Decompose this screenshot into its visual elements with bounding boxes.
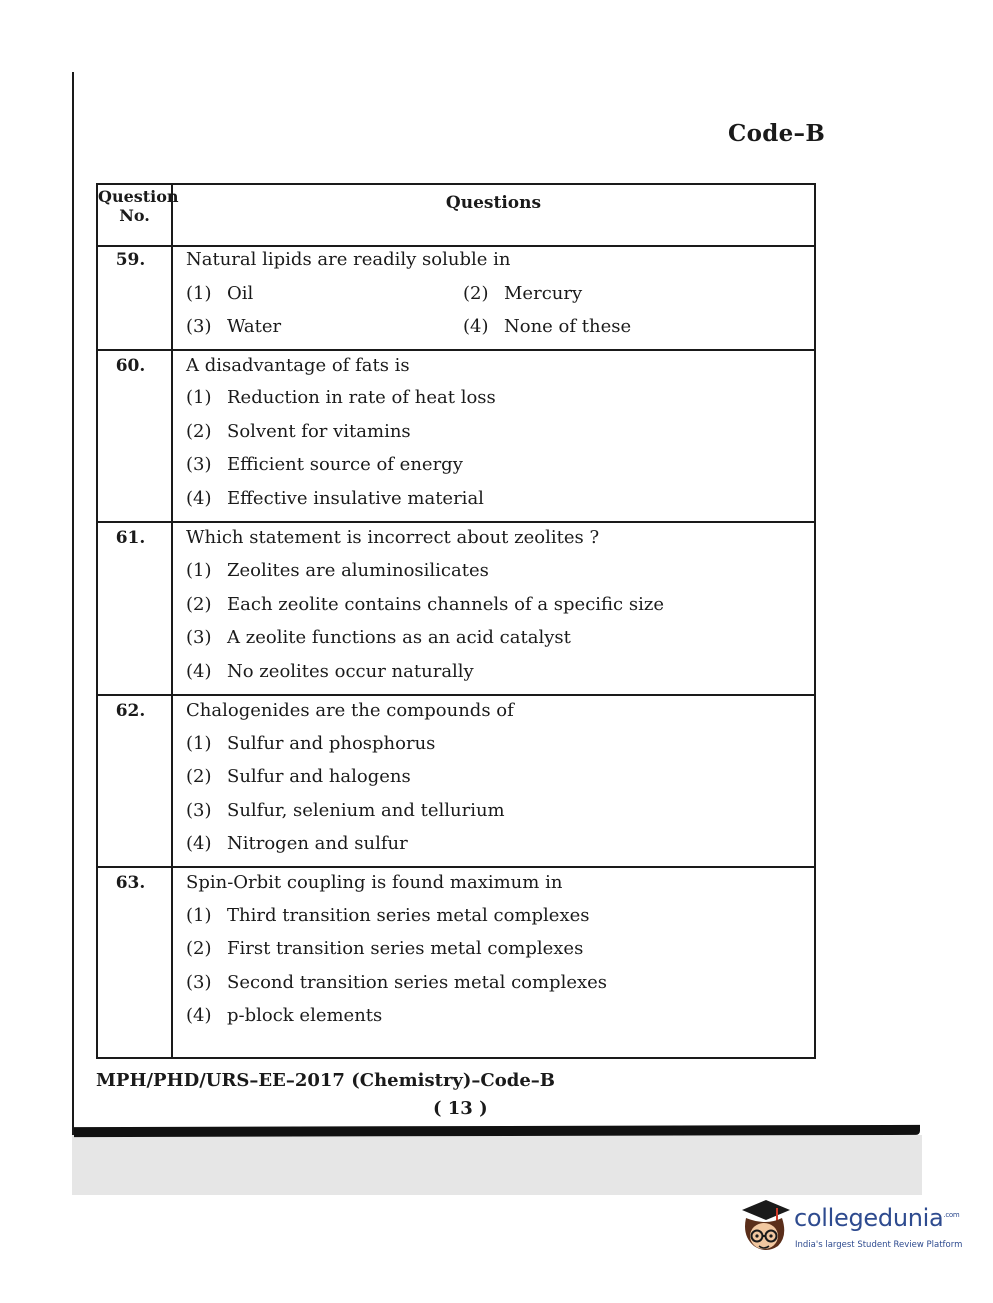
question-text: Natural lipids are readily soluble in <box>186 249 511 270</box>
option-number: (4) <box>186 488 212 509</box>
option-text: Reduction in rate of heat loss <box>227 387 496 408</box>
option-text: Mercury <box>504 283 583 304</box>
option <box>186 661 474 682</box>
option-text: First transition series metal complexes <box>227 938 584 959</box>
option <box>186 387 496 408</box>
collegedunia-watermark <box>736 1196 961 1260</box>
paper-code-label: Code–B <box>728 120 826 147</box>
option-text: Third transition series metal complexes <box>227 905 590 926</box>
option-number: (1) <box>186 283 212 304</box>
option-number: (1) <box>186 387 212 408</box>
option-text: Sulfur and halogens <box>227 766 411 787</box>
option <box>186 938 583 959</box>
option-number: (4) <box>186 833 212 854</box>
header-question-no-line2: No. <box>119 206 150 225</box>
footer-exam-code: MPH/PHD/URS–EE–2017 (Chemistry)–Code–B <box>96 1070 555 1091</box>
option-number: (3) <box>186 972 212 993</box>
option-number: (1) <box>186 733 212 754</box>
option-text: Effective insulative material <box>227 488 484 509</box>
option <box>186 1005 382 1026</box>
option-text: A zeolite functions as an acid catalyst <box>227 627 571 648</box>
option-text: Oil <box>227 283 254 304</box>
option-number: (4) <box>186 1005 212 1026</box>
option <box>186 316 281 337</box>
option-number: (2) <box>186 938 212 959</box>
option-text: Solvent for vitamins <box>227 421 411 442</box>
option <box>186 733 435 754</box>
option <box>186 560 489 581</box>
option <box>186 594 664 615</box>
header-question-no-line1: Question <box>98 187 179 206</box>
option-number: (4) <box>186 661 212 682</box>
option <box>186 800 505 821</box>
option <box>186 833 408 854</box>
questions-table <box>96 183 816 1059</box>
option-text: Sulfur and phosphorus <box>227 733 436 754</box>
question-number: 59. <box>115 250 146 270</box>
question-row <box>98 696 814 868</box>
table-header <box>98 185 814 247</box>
question-row <box>98 523 814 696</box>
option-text: Second transition series metal complexes <box>227 972 608 993</box>
option-number: (3) <box>186 800 212 821</box>
question-row <box>98 868 814 1057</box>
question-number: 61. <box>115 528 146 548</box>
question-row <box>98 351 814 523</box>
watermark-tagline: India's largest Student Review Platform <box>795 1240 963 1250</box>
question-text: Chalogenides are the compounds of <box>186 700 514 721</box>
option-text: Zeolites are aluminosilicates <box>227 560 489 581</box>
option-text: Each zeolite contains channels of a specific size <box>227 594 664 615</box>
option-number: (2) <box>186 594 212 615</box>
question-number: 60. <box>115 356 146 376</box>
option-number: (3) <box>186 316 212 337</box>
option-number: (2) <box>186 766 212 787</box>
option-number: (1) <box>186 560 212 581</box>
option-number: (2) <box>463 283 489 304</box>
option-text: Water <box>227 316 282 337</box>
watermark-com: .com <box>943 1211 960 1219</box>
scan-bottom-shadow <box>72 1135 922 1195</box>
graduate-cartoon-logo-icon <box>736 1196 792 1256</box>
question-number: 63. <box>115 873 146 893</box>
option-text: p-block elements <box>227 1005 383 1026</box>
option-number: (1) <box>186 905 212 926</box>
option <box>186 905 590 926</box>
watermark-brand-name <box>794 1204 959 1232</box>
option <box>186 627 571 648</box>
option <box>186 766 411 787</box>
option <box>186 421 411 442</box>
page-left-edge-rule <box>72 72 74 1194</box>
question-text: Spin-Orbit coupling is found maximum in <box>186 872 563 893</box>
option-number: (3) <box>186 454 212 475</box>
option-text: No zeolites occur naturally <box>227 661 474 682</box>
header-questions: Questions <box>445 193 542 213</box>
question-text: Which statement is incorrect about zeolites ? <box>186 527 600 548</box>
option <box>463 316 631 337</box>
option-number: (3) <box>186 627 212 648</box>
question-number: 62. <box>115 701 146 721</box>
option <box>463 283 582 304</box>
watermark-brand-text: collegedunia <box>794 1204 944 1232</box>
question-row <box>98 245 814 351</box>
option <box>186 488 484 509</box>
header-question-no <box>98 187 179 225</box>
option <box>186 972 607 993</box>
option-text: Sulfur, selenium and tellurium <box>227 800 505 821</box>
option-text: Efficient source of energy <box>227 454 463 475</box>
option <box>186 283 253 304</box>
option-number: (2) <box>186 421 212 442</box>
question-text: A disadvantage of fats is <box>186 355 410 376</box>
option-text: None of these <box>504 316 632 337</box>
option <box>186 454 463 475</box>
option-text: Nitrogen and sulfur <box>227 833 408 854</box>
page-number: ( 13 ) <box>433 1098 488 1119</box>
option-number: (4) <box>463 316 489 337</box>
